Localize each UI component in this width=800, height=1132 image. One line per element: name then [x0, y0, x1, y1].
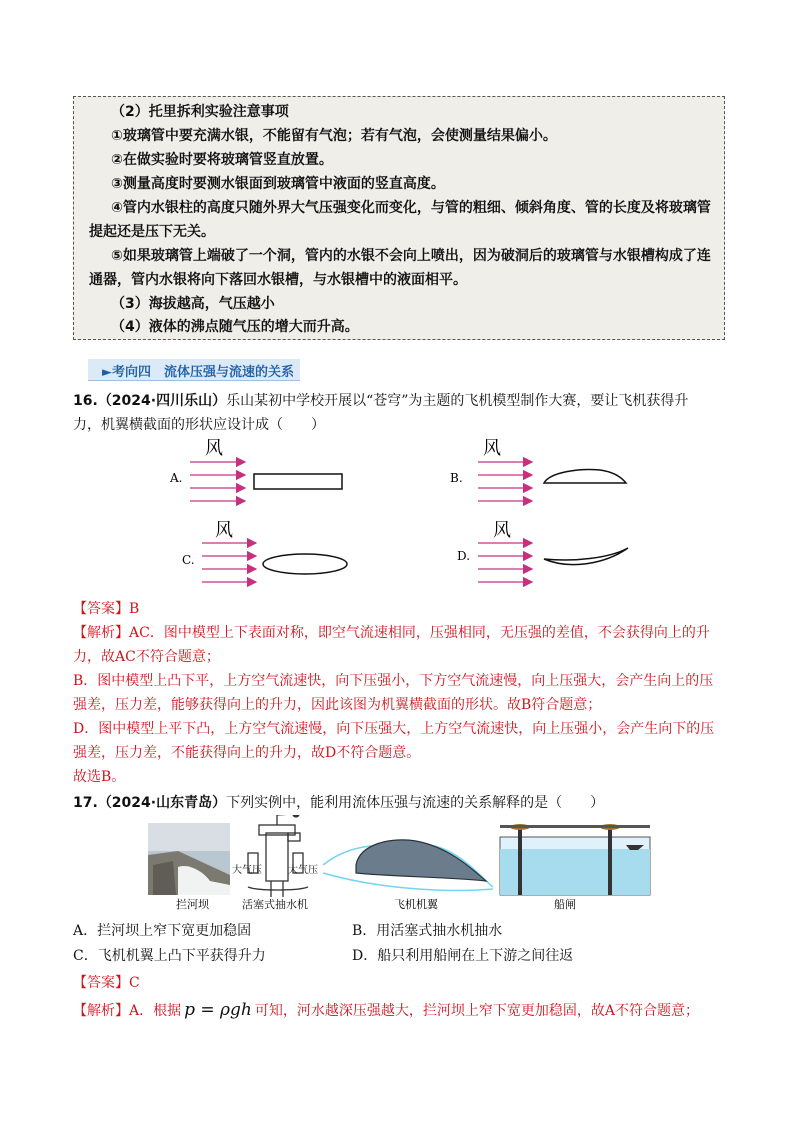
q16-stem-b: 力，机翼横截面的形状应设计成（ ）	[73, 417, 325, 433]
q16-stem-line-1	[73, 390, 688, 410]
q16-analysis-6: 强差，压力差，不能获得向上的升力，故D不符合题意。	[73, 745, 421, 761]
option-b-label: B.	[450, 471, 463, 485]
q16-analysis-4: 强差，压力差，能够获得向上的升力，因此该图为机翼横截面的形状。故B符合题意；	[73, 697, 602, 713]
q17-analysis-post: 可知，河水越深压强越大，拦河坝上窄下宽更加稳固，故A不符合题意；	[254, 1003, 699, 1019]
q16-figures	[160, 436, 640, 596]
q16-source: （2024·四川乐山）	[97, 393, 227, 409]
q17-figures	[148, 815, 668, 915]
q16-analysis-2: 力，故AC不符合题意；	[73, 649, 220, 665]
dam-caption: 拦河坝	[176, 898, 209, 911]
q17-answer-value: C	[129, 975, 140, 991]
q17-analysis-line	[73, 1000, 699, 1020]
q16-answer-value: B	[129, 601, 140, 617]
lock-diagram	[500, 824, 650, 911]
q17-number: 17.	[73, 795, 98, 811]
air-pressure-left: 大气压	[232, 865, 262, 876]
q16-analysis-3: B．图中模型上凸下平，上方空气流速快，向下压强小，下方空气流速慢，向上压强大，会产生向上的压	[73, 673, 714, 689]
notes-heading-4: （4）液体的沸点随气压的增大而升高。	[111, 319, 359, 335]
q17-stem-line	[73, 792, 604, 812]
q17-option-b: B．用活塞式抽水机抽水	[352, 923, 503, 939]
option-d-label: D.	[457, 549, 471, 563]
wing-caption: 飞机机翼	[394, 898, 438, 911]
notes-box	[73, 96, 725, 340]
q17-option-d: D．船只利用船闸在上下游之间往返	[352, 948, 574, 964]
q17-stem: 下列实例中，能利用流体压强与流速的关系解释的是（ ）	[226, 795, 605, 811]
q16-number: 16.	[73, 393, 98, 409]
notes-item-5b: 通器，管内水银将向下落回水银槽，与水银槽中的液面相平。	[89, 272, 467, 288]
section-label: ►考向四 流体压强与流速的关系	[102, 365, 294, 380]
q17-formula: p = ρgh	[184, 1000, 252, 1020]
q16-analysis-label: 【解析】	[73, 625, 129, 641]
option-a-label: A.	[170, 471, 183, 485]
q17-option-c: C．飞机机翼上凸下平获得升力	[73, 948, 266, 964]
wind-label-c: 风	[215, 520, 233, 541]
notes-item-4b: 提起还是压下无关。	[89, 224, 215, 240]
q17-answer-label: 【答案】	[73, 975, 129, 991]
q17-answer	[73, 972, 140, 992]
q17-analysis-pre: A．根据	[129, 1003, 182, 1019]
q17-analysis-label: 【解析】	[73, 1003, 129, 1019]
notes-item-5a: ⑤如果玻璃管上端破了一个洞，管内的水银不会向上喷出，因为破洞后的玻璃管与水银槽构成了连	[111, 248, 711, 264]
option-d-figure	[457, 520, 628, 582]
q17-option-a: A．拦河坝上窄下宽更加稳固	[73, 923, 252, 939]
notes-heading-2: （2）托里拆利实验注意事项	[111, 104, 289, 120]
option-b-figure	[450, 438, 626, 501]
q16-conclusion: 故选B。	[73, 769, 126, 785]
notes-item-1: ①玻璃管中要充满水银，不能留有气泡；若有气泡，会使测量结果偏小。	[111, 128, 557, 144]
pump-caption: 活塞式抽水机	[242, 898, 308, 911]
lock-caption: 船闸	[554, 898, 576, 911]
dam-photo	[148, 823, 230, 911]
q16-analysis-line-1	[73, 622, 710, 642]
notes-item-2: ②在做实验时要将玻璃管竖直放置。	[111, 152, 333, 168]
air-pressure-right: 大气压	[288, 865, 318, 876]
wind-label-d: 风	[493, 520, 511, 541]
wing-diagram	[323, 840, 493, 911]
section-tag	[88, 359, 300, 381]
wind-label-a: 风	[205, 438, 223, 459]
q16-analysis-1: AC．图中模型上下表面对称，即空气流速相同，压强相同，无压强的差值，不会获得向上的升	[129, 625, 710, 641]
q16-answer-label: 【答案】	[73, 601, 129, 617]
wind-label-b: 风	[483, 438, 501, 459]
q16-answer	[73, 598, 139, 618]
option-c-label: C.	[182, 553, 195, 567]
notes-item-3: ③测量高度时要测水银面到玻璃管中液面的竖直高度。	[111, 176, 445, 192]
q16-stem-a: 乐山某初中学校开展以“苍穹”为主题的飞机模型制作大赛，要让飞机获得升	[226, 393, 689, 409]
option-a-figure	[169, 438, 342, 501]
option-c-figure	[182, 520, 347, 582]
q17-source: （2024·山东青岛）	[97, 795, 227, 811]
notes-heading-3: （3）海拔越高，气压越小	[111, 296, 275, 312]
q16-analysis-5: D．图中模型上平下凸，上方空气流速慢，向下压强大，上方空气流速快，向上压强小，会产生向下的压	[73, 721, 715, 737]
pump-diagram	[232, 815, 318, 911]
notes-item-4a: ④管内水银柱的高度只随外界大气压强变化而变化，与管的粗细、倾斜角度、管的长度及将玻璃管	[111, 200, 711, 216]
